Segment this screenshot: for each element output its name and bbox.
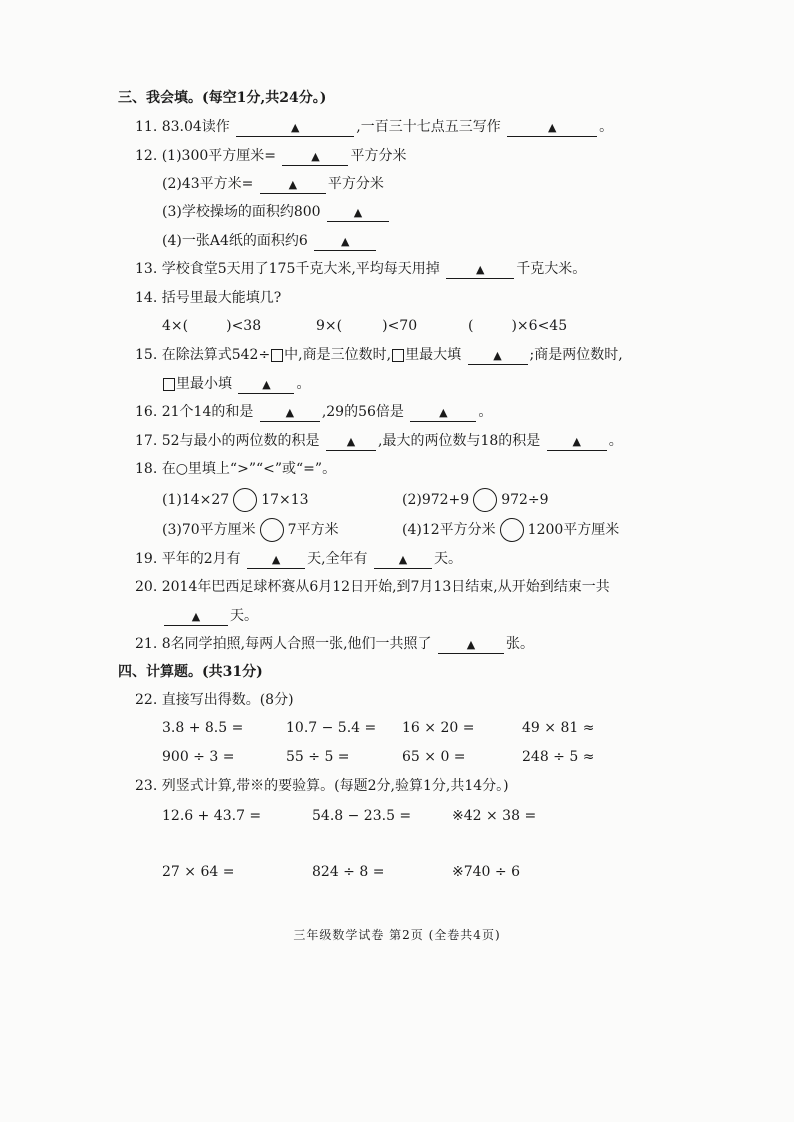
question-22: 22. 直接写出得数。(8分)	[135, 692, 294, 708]
triangle-icon: ▲	[271, 553, 281, 566]
calc-item: 3.8 + 8.5 =	[162, 720, 244, 736]
answer-blank[interactable]	[410, 404, 476, 422]
triangle-icon: ▲	[262, 378, 271, 391]
triangle-icon: ▲	[291, 121, 300, 134]
vertical-calc-item: 27 × 64 =	[162, 864, 235, 880]
answer-blank[interactable]	[164, 608, 228, 626]
answer-blank[interactable]	[468, 347, 528, 365]
triangle-icon: ▲	[547, 121, 557, 134]
answer-blank[interactable]	[260, 404, 320, 422]
question-14-expr-2: 9×( )<70	[316, 318, 418, 334]
question-18-part-3: (3)70平方厘米 7平方米	[162, 518, 339, 542]
question-20-line-1: 20. 2014年巴西足球杯赛从6月12日开始,到7月13日结束,从开始到结束一共	[135, 579, 610, 595]
question-21: 21. 8名同学拍照,每两人合照一张,他们一共照了 ▲ 张。	[135, 636, 534, 652]
question-23: 23. 列竖式计算,带※的要验算。(每题2分,验算1分,共14分。)	[135, 778, 509, 794]
question-11: 11. 83.04读作 ▲ ,一百三十七点五三写作 ▲ 。	[135, 119, 614, 135]
answer-blank[interactable]	[327, 204, 389, 222]
answer-blank[interactable]	[260, 176, 326, 194]
triangle-icon: ▲	[285, 406, 295, 419]
triangle-icon: ▲	[353, 206, 363, 219]
triangle-icon: ▲	[346, 435, 356, 448]
question-18-part-4: (4)12平方分米 1200平方厘米	[402, 518, 619, 542]
question-12-part-4: (4)一张A4纸的面积约6 ▲	[162, 231, 378, 251]
calc-item: 55 ÷ 5 =	[286, 749, 350, 765]
answer-blank[interactable]	[326, 433, 376, 451]
square-box-icon	[163, 378, 175, 391]
answer-blank[interactable]	[236, 119, 354, 137]
question-18-part-1: (1)14×27 17×13	[162, 488, 309, 512]
answer-blank[interactable]	[247, 551, 305, 569]
section-3-heading: 三、我会填。(每空1分,共24分。)	[118, 90, 327, 106]
question-12-part-3: (3)学校操场的面积约800 ▲	[162, 202, 391, 222]
vertical-calc-item: ※42 × 38 =	[452, 808, 537, 824]
triangle-icon: ▲	[439, 406, 448, 419]
square-box-icon	[271, 349, 283, 362]
compare-circle[interactable]	[473, 488, 497, 512]
question-19: 19. 平年的2月有 ▲ 天,全年有 ▲ 天。	[135, 551, 462, 567]
answer-blank[interactable]	[547, 433, 607, 451]
triangle-icon: ▲	[288, 178, 298, 191]
question-12-part-2: (2)43平方米= ▲ 平方分米	[162, 176, 384, 192]
question-18-part-2: (2)972+9 972÷9	[402, 488, 549, 512]
triangle-icon: ▲	[466, 638, 476, 651]
answer-blank[interactable]	[238, 376, 294, 394]
triangle-icon: ▲	[572, 435, 581, 448]
page-footer: 三年级数学试卷 第2页 (全卷共4页)	[293, 928, 501, 942]
compare-circle[interactable]	[260, 518, 284, 542]
calc-item: 248 ÷ 5 ≈	[522, 749, 595, 765]
calc-item: 10.7 − 5.4 =	[286, 720, 377, 736]
question-18: 18. 在○里填上“>”“<”或“=”。	[135, 461, 337, 477]
compare-circle[interactable]	[500, 518, 524, 542]
square-box-icon	[392, 349, 404, 362]
question-16: 16. 21个14的和是 ▲ ,29的56倍是 ▲ 。	[135, 404, 493, 420]
question-12-part-1: 12. (1)300平方厘米= ▲ 平方分米	[135, 148, 407, 164]
triangle-icon: ▲	[398, 553, 408, 566]
answer-blank[interactable]	[374, 551, 432, 569]
vertical-calc-item: 12.6 + 43.7 =	[162, 808, 262, 824]
triangle-icon: ▲	[493, 349, 502, 362]
calc-item: 49 × 81 ≈	[522, 720, 595, 736]
triangle-icon: ▲	[476, 263, 485, 276]
vertical-calc-item: 824 ÷ 8 =	[312, 864, 385, 880]
question-14: 14. 括号里最大能填几?	[135, 290, 282, 306]
question-17: 17. 52与最小的两位数的积是 ▲ ,最大的两位数与18的积是 ▲ 。	[135, 433, 623, 449]
answer-blank[interactable]	[438, 636, 504, 654]
triangle-icon: ▲	[191, 610, 201, 623]
question-20-line-2: ▲ 天。	[162, 606, 258, 626]
answer-blank[interactable]	[507, 119, 597, 137]
calc-item: 65 × 0 =	[402, 749, 466, 765]
question-14-expr-3: ( )×6<45	[468, 318, 568, 334]
answer-blank[interactable]	[282, 148, 348, 166]
answer-blank[interactable]	[446, 261, 514, 279]
calc-item: 16 × 20 =	[402, 720, 475, 736]
section-4-heading: 四、计算题。(共31分)	[118, 664, 263, 680]
triangle-icon: ▲	[311, 150, 320, 163]
answer-blank[interactable]	[314, 233, 376, 251]
triangle-icon: ▲	[340, 235, 350, 248]
vertical-calc-item: ※740 ÷ 6	[452, 864, 520, 880]
question-15-line-2: 里最小填 ▲ 。	[162, 374, 310, 394]
question-14-expr-1: 4×( )<38	[162, 318, 262, 334]
vertical-calc-item: 54.8 − 23.5 =	[312, 808, 412, 824]
question-13: 13. 学校食堂5天用了175千克大米,平均每天用掉 ▲ 千克大米。	[135, 261, 587, 277]
calc-item: 900 ÷ 3 =	[162, 749, 235, 765]
compare-circle[interactable]	[233, 488, 257, 512]
question-15-line-1: 15. 在除法算式542÷ 中,商是三位数时, 里最大填 ▲ ;商是两位数时,	[135, 347, 623, 363]
